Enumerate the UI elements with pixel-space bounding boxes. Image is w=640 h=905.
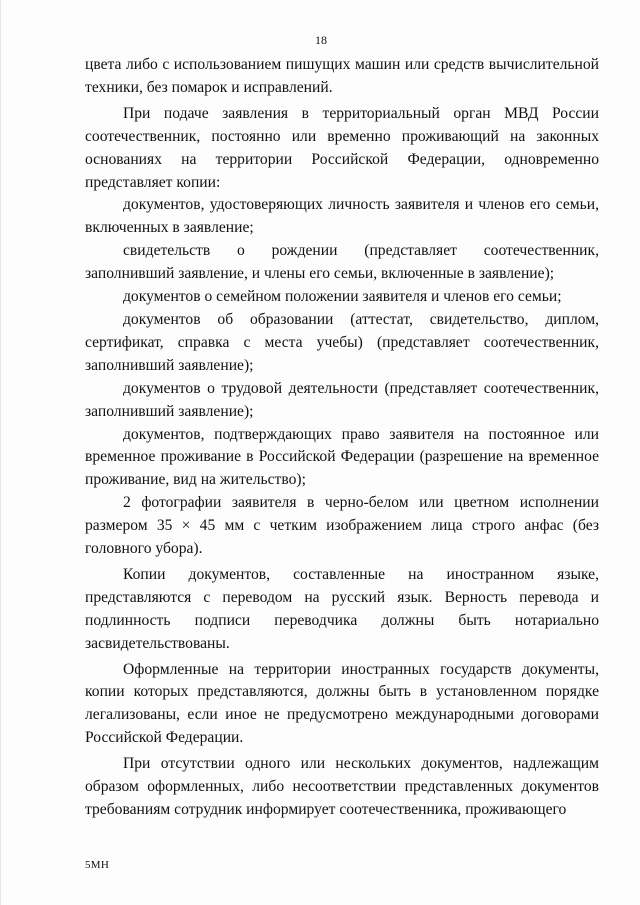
list-item-residence-documents: документов, подтверждающих право заявителя на постоянное или временное проживание в Российской Федерации (разрешение на временное проживание, вид на жительство);	[85, 425, 599, 489]
list-item-identity-documents: документов, удостоверяющих личность заявителя и членов его семьи, включенных в заявление;	[85, 196, 599, 237]
document-body	[85, 54, 599, 822]
paragraph-legalization: Оформленные на территории иностранных государств документы, копии которых представляются, должны быть в установленном порядке легализованы, если иное не предусмотрено международными договорами Российской Федерации.	[85, 660, 599, 747]
list-item-photographs: 2 фотографии заявителя в черно-белом или цветном исполнении размером 35 × 45 мм с четким изображением лица строго анфас (без головного убора).	[85, 494, 599, 558]
paragraph-missing-documents: При отсутствии одного или нескольких документов, надлежащим образом оформленных, либо несоответствии представленных документов требованиям сотрудник информирует соотечественника, проживающего	[85, 755, 599, 818]
list-item-birth-certificates: свидетельств о рождении (представляет соотечественник, заполнивший заявление, и члены его семьи, включенные в заявление);	[85, 242, 599, 283]
paragraph-continuation: цвета либо с использованием пишущих машин или средств вычислительной техники, без помарок и исправлений.	[85, 56, 599, 96]
footer-mark: 5MH	[85, 859, 110, 871]
paragraph-submission-intro: При подаче заявления в территориальный орган МВД России соотечественник, постоянно или временно проживающий на законных основаниях на территории Российской Федерации, одновременно представляет копии:	[85, 104, 599, 191]
page-number: 18	[315, 33, 327, 47]
paragraph-translation-requirements: Копии документов, составленные на иностранном языке, представляются с переводом на русский язык. Верность перевода и подлинность подписи переводчика должны быть нотариально засвидетельствованы.	[85, 565, 599, 652]
list-item-marital-status: документов о семейном положении заявителя и членов его семьи;	[123, 288, 562, 306]
list-item-education-documents: документов об образовании (аттестат, свидетельство, диплом, сертификат, справка с места учебы) (представляет соотечественник, заполнивший заявление);	[85, 310, 599, 374]
list-item-employment-documents: документов о трудовой деятельности (представляет соотечественник, заполнивший заявление);	[85, 379, 599, 420]
